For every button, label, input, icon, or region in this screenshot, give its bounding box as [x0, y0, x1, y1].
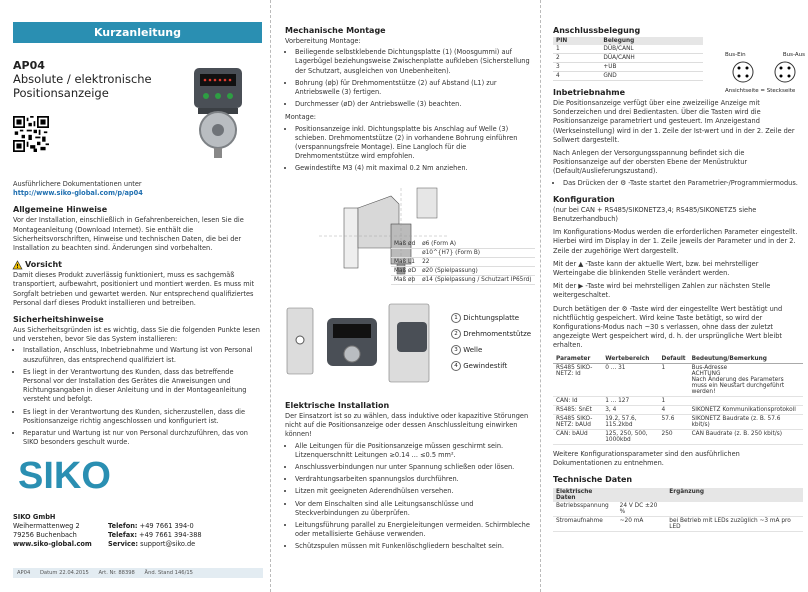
- legend-item: 2 Drehmomentstütze: [451, 326, 531, 342]
- mount-subtitle: Montage:: [285, 113, 316, 122]
- footer-bar: [13, 568, 263, 578]
- list-item: • Beiliegende selbstklebende Dichtungsplatte (1) (Moosgummi) auf Lagerbügel beziehungsweise Zwischenplatte aufkleben (Sicherstellung der Schutzart, ausgleichen von Unebenheiten).: [295, 48, 532, 76]
- more-params-note: Weitere Konfigurationsparameter sind den ausführlichen Dokumentationen zu entnehmen.: [553, 449, 740, 467]
- legend-item: 1 Dichtungsplatte: [451, 310, 531, 326]
- list-item: • Es liegt in der Verantwortung des Kunden, sicherzustellen, dass die Positionsanzeige richtig angeschlossen und konfiguriert ist.: [23, 408, 262, 426]
- more-docs-link[interactable]: http://www.siko-global.com/p/ap04: [13, 189, 143, 198]
- company-web[interactable]: www.siko-global.com: [13, 540, 92, 548]
- legend: [451, 310, 531, 374]
- fax-number: +49 7661 394-388: [139, 531, 202, 539]
- electrical-section: [285, 394, 535, 555]
- product-subtitle-2: Positionsanzeige: [13, 86, 109, 100]
- column-right: [540, 0, 808, 592]
- list-item: • Bohrung (øþ) für Drehmomentstütze (2) auf Abstand (L1) zur Antriebswelle (3) fertigen.: [295, 79, 532, 97]
- config-p2: Mit der ▲ -Taste kann der aktuelle Wert, bzw. bei mehrstelliger Werteingabe die blinkenden Stelle verändert werden.: [553, 259, 759, 278]
- table-row: Maß øþ ø14 (Spielpassung / Schutzart IP65rd): [391, 276, 535, 285]
- list-item: • Durchmesser (øD) der Antriebswelle (3) beachten.: [295, 100, 532, 109]
- table-row: CAN: Id 1 ... 127 1: [553, 396, 803, 405]
- company-city: 79256 Buchenbach: [13, 531, 77, 539]
- company-address: [13, 513, 263, 549]
- footer-article: Art. Nr. 88398: [98, 570, 135, 576]
- table-row: RS485 SIKO-NETZ: bAUd 19.2, 57.6, 115.2kbd 57.6 SIKONETZ Baudrate (z. B. 57.6 kbit/s): [553, 414, 803, 429]
- list-item: • Vor dem Einschalten sind alle Leitungsanschlüsse und Steckverbindungen zu überprüfen.: [295, 500, 535, 518]
- table-row: Betriebsspannung 24 V DC ±20 %: [553, 502, 803, 517]
- tech-table: Elektrische Daten Ergänzung Betriebsspannung 24 V DC ±20 % Stromaufnahme ~20 mA bei Betrieb mit LEDs zuzüglich ~3 mA pro LED: [553, 488, 803, 532]
- mount-list: [285, 125, 532, 174]
- company-street: Weihermattenweg 2: [13, 522, 80, 530]
- table-row: 1 DÜB/CANL: [553, 45, 703, 54]
- list-item: • Verdrahtungsarbeiten spannungslos durchführen.: [295, 475, 535, 484]
- elec-list: [285, 442, 535, 552]
- footer-revision: Änd. Stand 146/15: [144, 570, 193, 576]
- model-name: AP04: [13, 59, 45, 72]
- assembly-image-icon: [285, 300, 445, 388]
- pin-table: PIN Belegung 1 DÜB/CANL 2 DÜA/CANH 3 +UB 4 GND: [553, 37, 703, 81]
- general-title: Allgemeine Hinweise: [13, 205, 108, 215]
- list-item: • Installation, Anschluss, Inbetriebnahme und Wartung ist von Personal auszuführen, das entsprechend qualifiziert ist.: [23, 346, 262, 364]
- table-row: CAN: bAUd 125, 250, 500, 1000kbd 250 CAN Baudrate (z. B. 250 kbit/s): [553, 429, 803, 444]
- elec-title: Elektrische Installation: [285, 401, 390, 410]
- qr-code-icon[interactable]: [13, 116, 49, 152]
- commission-p2: Nach Anlegen der Versorgungsspannung befindet sich die Positionsanzeige auf der obersten Ebene der Menüstruktur (Default/Auslieferungszustand).: [553, 149, 748, 176]
- list-item: • Das Drücken der ⚙ -Taste startet den Parametrier-/Programmiermodus.: [563, 179, 800, 188]
- phone-label: Telefon:: [108, 522, 138, 530]
- safety-title: Sicherheitshinweise: [13, 315, 104, 325]
- table-row: Stromaufnahme ~20 mA bei Betrieb mit LEDs zuzüglich ~3 mA pro LED: [553, 517, 803, 532]
- list-item: • Reparatur und Wartung ist nur von Personal durchzuführen, das von SIKO besonders geschult wurde.: [23, 429, 262, 447]
- config-p4: Durch betätigen der ⚙ -Taste wird der eingestellte Wert bestätigt und nichtflüchtig gespeichert. Wird keine Taste betätigt, so wird der Konfigurations-Modus nach ~30 s verlassen, ohne dass der zuletzt angezeigte Wert gespeichert wird, d. h. der ursprüngliche Wert bleibt erhalten.: [553, 304, 783, 350]
- legend-item: 4 Gewindestift: [451, 358, 531, 374]
- commission-title: Inbetriebnahme: [553, 88, 626, 97]
- mount-title: Mechanische Montage: [285, 26, 386, 35]
- table-row: Maß ød ø6 (Form A): [391, 240, 535, 249]
- config-p3: Mit der ▶ -Taste wird bei mehrstelligen Zahlen zur nächsten Stelle weitergeschaltet.: [553, 282, 771, 300]
- prep-list: [285, 48, 532, 109]
- table-row: ø10^{H7} (Form B): [391, 249, 535, 258]
- warning-icon: [13, 261, 22, 269]
- safety-intro: Aus Sicherheitsgründen ist es wichtig, dass Sie die folgenden Punkte lesen und verstehen, bevor Sie das System installieren:: [13, 326, 260, 344]
- caution-text: Damit dieses Produkt zuverlässig funktioniert, muss es sachgemäß transportiert, aufbewahrt, positioniert und montiert werden. Es muss mit Sorgfalt betrieben und gewartet werden. Nur entsprechend qualifiziertes Personal darf dieses Produkt installieren und betreiben.: [13, 271, 255, 307]
- list-item: • Leitungsführung parallel zu Energieleitungen vermeiden. Schirmbleche oder metallisierte Gehäuse verwenden.: [295, 521, 535, 539]
- commission-list: [553, 179, 800, 188]
- svg-text:!: !: [16, 263, 19, 270]
- connector-diagram: Bus-Ein Bus-Aus Ansichtseite = Steckseite: [725, 52, 805, 94]
- table-row: 4 GND: [553, 72, 703, 81]
- parameter-table: Parameter Wertebereich Default Bedeutung/Bemerkung RS485 SIKO-NETZ: Id 0 ... 31 1 Bus-Adresse ACHTUNG Nach Änderung des Parameters muss ein Neustart durchgeführt werden! CAN: Id 1 ... 127 1 RS485: SnEt 3, 4 4 SIKONETZ Kommunikationsprotokoll RS485 SIKO-NETZ: bAUd 19.2, 57.6, 115.2kbd 57.6 SIKONETZ Baudrate (z. B. 57.6 kbit/s) CAN: bAUd 125, 250, 500, 1000kbd 250 CAN Baudrate (z. B. 250 kbit/s): [553, 355, 803, 445]
- device-image-icon: [188, 64, 248, 160]
- list-item: • Es liegt in der Verantwortung des Kunden, dass das betreffende Personal vor der Installation des Gerätes die Anweisungen und Richtungsangaben in dieser Anleitung und in der Montageanleitung versteht und befolgt.: [23, 368, 262, 405]
- config-p1: Im Konfigurations-Modus werden die erforderlichen Parameter eingestellt. Hierbei wird im Display in der 1. Zeile jeweils der Parameter und in der 2. Zeile der zugehörige Wert dargestellt.: [553, 228, 798, 255]
- company-name: SIKO GmbH: [13, 513, 56, 521]
- elec-intro: Der Einsatzort ist so zu wählen, dass induktive oder kapazitive Störungen nicht auf die Positionsanzeige oder dessen Anschlussleitung einwirken können!: [285, 412, 529, 439]
- product-subtitle-1: Absolute / elektronische: [13, 72, 152, 86]
- config-title: Konfiguration: [553, 194, 615, 204]
- config-sub: (nur bei CAN + RS485/SIKONETZ3,4; RS485/SIKONETZ5 siehe Benutzerhandbuch): [553, 205, 757, 224]
- table-row: 3 +UB: [553, 63, 703, 72]
- list-item: • Positionsanzeige inkl. Dichtungsplatte bis Anschlag auf Welle (3) schieben. Drehmomentstütze (2) in vorhandene Bohrung einführen (verspannungsfreie Montage). Eine Langloch für die Drehmomentstütze wird empfohlen.: [295, 125, 532, 162]
- table-row: Maß øD ø20 (Spielpassung): [391, 267, 535, 276]
- dimension-table: [391, 240, 535, 285]
- caution-title: Vorsicht: [25, 260, 62, 270]
- commission-p1: Die Positionsanzeige verfügt über eine zweizeilige Anzeige mit Sonderzeichen und drei Bedientasten. Über die Tasten wird die Positionsanzeige parametriert und gesteuert. Im Anzeigestand (Werkseinstellung) wird in der 1. Zeile der Ist-wert und in der 2. Zeile der Sollwert dargestellt.: [553, 99, 795, 144]
- table-row: 2 DÜA/CANH: [553, 54, 703, 63]
- logo-text: SIKO: [18, 455, 111, 497]
- list-item: • Litzen mit geeigneten Aderendhülsen versehen.: [295, 487, 535, 496]
- prep-title: Vorbereitung Montage:: [285, 37, 361, 45]
- list-item: • Anschlussverbindungen nur unter Spannung schließen oder lösen.: [295, 463, 535, 472]
- tech-title: Technische Daten: [553, 475, 633, 485]
- footer-date: Datum 22.04.2015: [39, 570, 89, 576]
- phone-number: +49 7661 394-0: [139, 522, 194, 530]
- pin-title: Anschlussbelegung: [553, 26, 641, 35]
- list-item: • Alle Leitungen für die Positionsanzeige müssen geschirmt sein. Litzenquerschnitt Leitungen ≥0.14 ... ≤0.5 mm².: [295, 442, 535, 460]
- more-docs-label: Ausführlichere Dokumentationen unter: [13, 180, 142, 188]
- caution-heading: [13, 260, 262, 269]
- general-text: Vor der Installation, einschließlich in Gefahrenbereichen, lesen Sie die Montageanleitung (Download Internet). Sie enthält die Sicherheitsvorschriften, Hinweise und technischen Daten, die bei der Installation zu beachten sind. Änderungen sind vorbehalten.: [13, 216, 244, 253]
- table-row: RS485 SIKO-NETZ: Id 0 ... 31 1 Bus-Adresse ACHTUNG Nach Änderung des Parameters muss ein Neustart durchgeführt werden!: [553, 363, 803, 396]
- list-item: • Gewindestifte M3 (4) mit maximal 0.2 Nm anziehen.: [295, 164, 532, 173]
- table-row: RS485: SnEt 3, 4 4 SIKONETZ Kommunikationsprotokoll: [553, 405, 803, 414]
- title-banner: Kurzanleitung: [13, 22, 262, 43]
- service-label: Service:: [108, 540, 139, 548]
- connector-pins-icon: [725, 58, 805, 86]
- footer-model: AP04: [17, 570, 31, 576]
- table-row: Maß L1 22: [391, 258, 535, 267]
- list-item: • Schützspulen müssen mit Funkenlöschgliedern beschaltet sein.: [295, 542, 535, 551]
- service-email[interactable]: support@siko.de: [140, 540, 196, 548]
- safety-list: [13, 346, 262, 447]
- siko-logo: [16, 440, 111, 497]
- column-middle: [270, 0, 540, 592]
- fax-label: Telefax:: [108, 531, 138, 539]
- legend-item: 3 Welle: [451, 342, 531, 358]
